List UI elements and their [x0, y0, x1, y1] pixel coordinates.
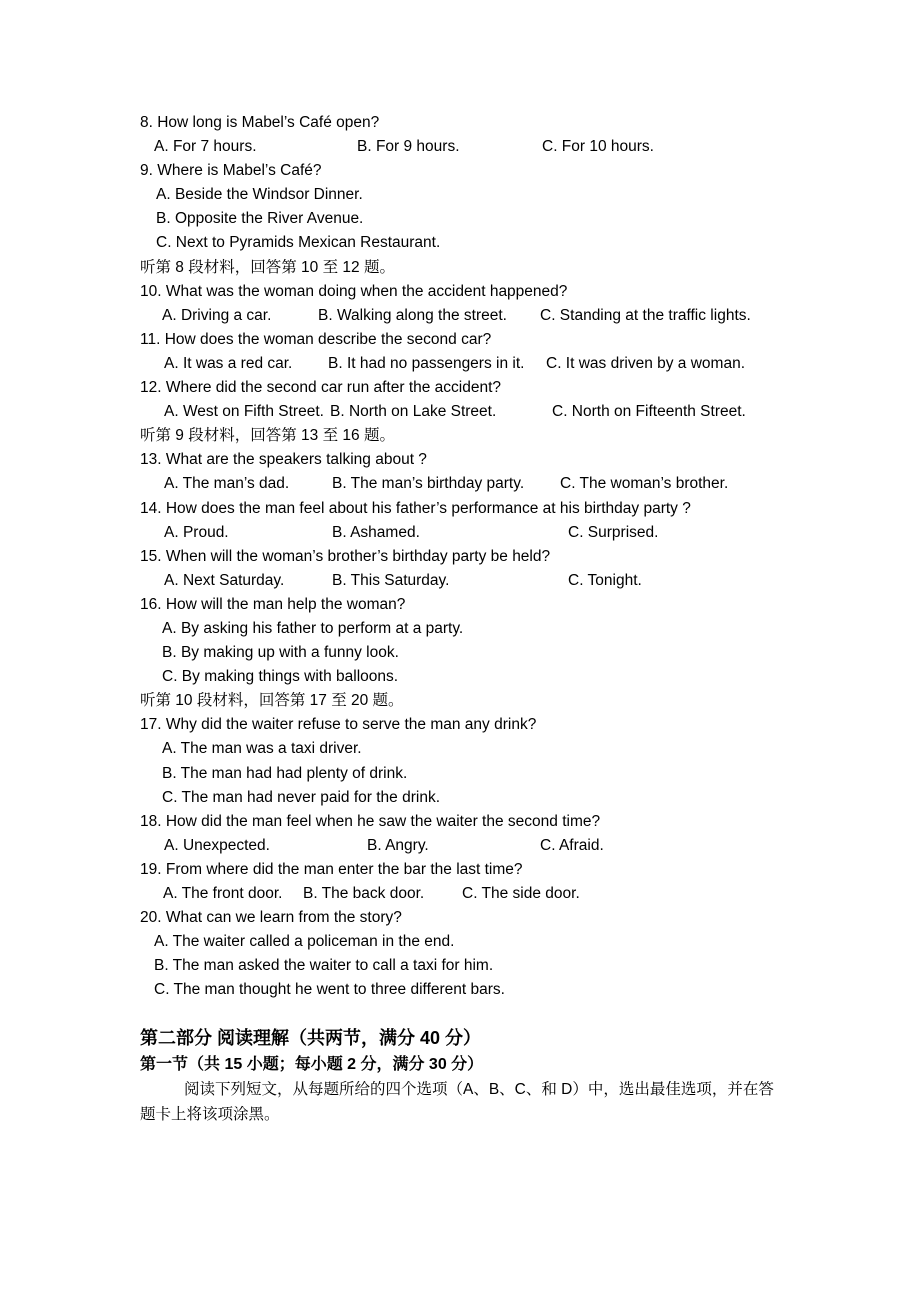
- question-18: 18. How did the man feel when he saw the waiter the second time?: [140, 812, 601, 830]
- option-9c: C. Next to Pyramids Mexican Restaurant.: [156, 234, 441, 252]
- option-15a: A. Next Saturday.: [164, 571, 285, 589]
- option-12b: B. North on Lake Street.: [330, 403, 497, 421]
- option-14a: A. Proud.: [164, 523, 229, 541]
- option-11a: A. It was a red car.: [164, 354, 293, 372]
- question-15: 15. When will the woman’s brother’s birthday party be held?: [140, 547, 551, 565]
- option-20b: B. The man asked the waiter to call a taxi for him.: [154, 957, 494, 975]
- option-8a: A. For 7 hours.: [154, 138, 257, 156]
- question-18-options: [140, 834, 840, 858]
- option-9a: A. Beside the Windsor Dinner.: [156, 186, 363, 204]
- option-16a: A. By asking his father to perform at a party.: [162, 619, 464, 637]
- question-9: 9. Where is Mabel’s Café?: [140, 162, 322, 180]
- option-13a: A. The man’s dad.: [164, 475, 290, 493]
- option-12c: C. North on Fifteenth Street.: [552, 403, 746, 421]
- question-8-options: [140, 135, 840, 159]
- question-17: 17. Why did the waiter refuse to serve the man any drink?: [140, 716, 537, 734]
- question-13-options: [140, 472, 840, 496]
- listening-note-10: 听第 10 段材料，回答第 17 至 20 题。: [140, 692, 404, 710]
- question-13: 13. What are the speakers talking about ?: [140, 451, 427, 469]
- question-14: 14. How does the man feel about his father’s performance at his birthday party ?: [140, 499, 691, 517]
- option-10a: A. Driving a car.: [162, 306, 272, 324]
- option-14b: B. Ashamed.: [332, 523, 420, 541]
- option-13c: C. The woman’s brother.: [560, 475, 729, 493]
- option-15c: C. Tonight.: [568, 571, 642, 589]
- option-19a: A. The front door.: [163, 885, 283, 902]
- part2-subheading: 第一节（共 15 小题；每小题 2 分，满分 30 分）: [140, 1056, 484, 1074]
- question-20: 20. What can we learn from the story?: [140, 909, 402, 927]
- question-10-options: [140, 304, 840, 328]
- question-12-options: [140, 400, 840, 424]
- option-12a: A. West on Fifth Street.: [164, 403, 324, 421]
- option-16b: B. By making up with a funny look.: [162, 644, 399, 662]
- option-8c: C. For 10 hours.: [542, 138, 654, 156]
- question-15-options: [140, 569, 840, 593]
- question-12: 12. Where did the second car run after the accident?: [140, 379, 502, 397]
- option-14c: C. Surprised.: [568, 523, 659, 541]
- question-8: 8. How long is Mabel’s Café open?: [140, 114, 380, 131]
- option-11b: B. It had no passengers in it.: [328, 354, 525, 372]
- question-16: 16. How will the man help the woman?: [140, 595, 406, 613]
- option-13b: B. The man’s birthday party.: [332, 475, 525, 493]
- part2-heading: 第二部分 阅读理解（共两节，满分 40 分）: [140, 1028, 482, 1049]
- listening-note-9: 听第 9 段材料，回答第 13 至 16 题。: [140, 427, 395, 445]
- option-20c: C. The man thought he went to three different bars.: [154, 981, 505, 999]
- section-gap: [140, 1002, 840, 1024]
- option-17b: B. The man had had plenty of drink.: [162, 764, 408, 782]
- part2-instruction-line2: 题卡上将该项涂黑。: [140, 1105, 280, 1123]
- question-10: 10. What was the woman doing when the accident happened?: [140, 282, 568, 300]
- question-11-options: [140, 352, 840, 376]
- option-8b: B. For 9 hours.: [357, 138, 460, 156]
- question-19-options: [140, 882, 840, 906]
- option-15b: B. This Saturday.: [332, 571, 450, 589]
- question-11: 11. How does the woman describe the second car?: [140, 330, 492, 348]
- option-18c: C. Afraid.: [540, 836, 604, 854]
- part2-instruction-line1: 阅读下列短文，从每题所给的四个选项（A、B、C、和 D）中，选出最佳选项，并在答: [184, 1081, 774, 1099]
- option-9b: B. Opposite the River Avenue.: [156, 210, 364, 228]
- listening-note-8: 听第 8 段材料，回答第 10 至 12 题。: [140, 258, 395, 276]
- option-16c: C. By making things with balloons.: [162, 668, 399, 686]
- option-19b: B. The back door.: [303, 885, 425, 902]
- option-18a: A. Unexpected.: [164, 836, 270, 854]
- option-18b: B. Angry.: [367, 836, 429, 854]
- option-19c: C. The side door.: [462, 885, 580, 902]
- option-11c: C. It was driven by a woman.: [546, 354, 745, 372]
- option-17c: C. The man had never paid for the drink.: [162, 788, 441, 806]
- option-20a: A. The waiter called a policeman in the end.: [154, 933, 455, 951]
- option-10b: B. Walking along the street.: [318, 306, 507, 324]
- question-19: 19. From where did the man enter the bar the last time?: [140, 860, 523, 878]
- option-10c: C. Standing at the traffic lights.: [540, 306, 751, 324]
- option-17a: A. The man was a taxi driver.: [162, 740, 362, 758]
- question-14-options: [140, 521, 840, 545]
